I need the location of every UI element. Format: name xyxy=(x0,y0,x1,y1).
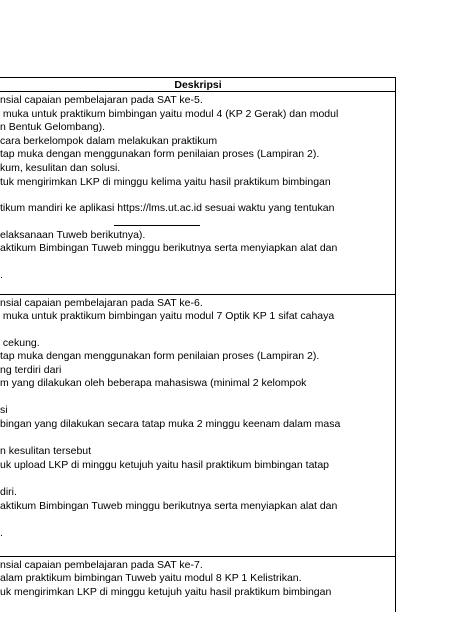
row-1-line: . xyxy=(0,269,3,281)
row-2-line: bingan yang dilakukan secara tatap muka 2 minggu keenam dalam masa xyxy=(0,418,341,430)
row-3-line: uk mengirimkan LKP di minggu ketujuh yaitu hasil praktikum bimbingan xyxy=(0,586,332,598)
row-1-line: tuk mengirimkan LKP di minggu kelima yaitu hasil praktikum bimbingan xyxy=(0,176,331,188)
row-3-line: nsial capaian pembelajaran pada SAT ke-7. xyxy=(0,559,203,571)
fill-in-blank-line xyxy=(114,225,200,226)
row-2-line: si xyxy=(0,404,8,416)
table-top-border xyxy=(0,77,396,78)
row-divider-1 xyxy=(0,294,396,295)
row-2-line: n kesulitan tersebut xyxy=(0,445,92,457)
row-1-line: tikum mandiri ke aplikasi https://lms.ut.ac.id sesuai waktu yang tentukan xyxy=(0,202,335,214)
row-2-line: cekung. xyxy=(0,337,40,349)
row-2-line: tap muka dengan menggunakan form penilaian proses (Lampiran 2). xyxy=(0,350,320,362)
row-1-line: tap muka dengan menggunakan form penilaian proses (Lampiran 2). xyxy=(0,148,320,160)
header-bottom-border xyxy=(0,91,396,92)
row-1-line: elaksanaan Tuweb berikutnya). xyxy=(0,229,146,241)
row-2-line: diri. xyxy=(0,486,17,498)
row-2-line: m yang dilakukan oleh beberapa mahasiswa (minimal 2 kelompok xyxy=(0,377,307,389)
row-2-line: . xyxy=(0,527,3,539)
row-2-line: uk upload LKP di minggu ketujuh yaitu hasil praktikum bimbingan tatap xyxy=(0,459,330,471)
table-right-border xyxy=(395,77,396,612)
row-2-line: muka untuk praktikum bimbingan yaitu modul 7 Optik KP 1 sifat cahaya xyxy=(0,310,335,322)
row-1-line: nsial capaian pembelajaran pada SAT ke-5. xyxy=(0,94,203,106)
row-1-line: kum, kesulitan dan solusi. xyxy=(0,162,121,174)
row-1-line: muka untuk praktikum bimbingan yaitu modul 4 (KP 2 Gerak) dan modul xyxy=(0,108,339,120)
row-1-line: aktikum Bimbingan Tuweb minggu berikutnya serta menyiapkan alat dan xyxy=(0,242,338,254)
row-2-line: ng terdiri dari xyxy=(0,364,62,376)
row-2-line: aktikum Bimbingan Tuweb minggu berikutnya serta menyiapkan alat dan xyxy=(0,500,338,512)
column-header-deskripsi: Deskripsi xyxy=(174,79,222,91)
row-1-line: cara berkelompok dalam melakukan praktikum xyxy=(0,135,218,147)
row-1-line: n Bentuk Gelombang). xyxy=(0,121,106,133)
row-divider-2 xyxy=(0,556,396,557)
row-3-line: alam praktikum bimbingan Tuweb yaitu modul 8 KP 1 Kelistrikan. xyxy=(0,572,302,584)
row-2-line: nsial capaian pembelajaran pada SAT ke-6. xyxy=(0,297,203,309)
